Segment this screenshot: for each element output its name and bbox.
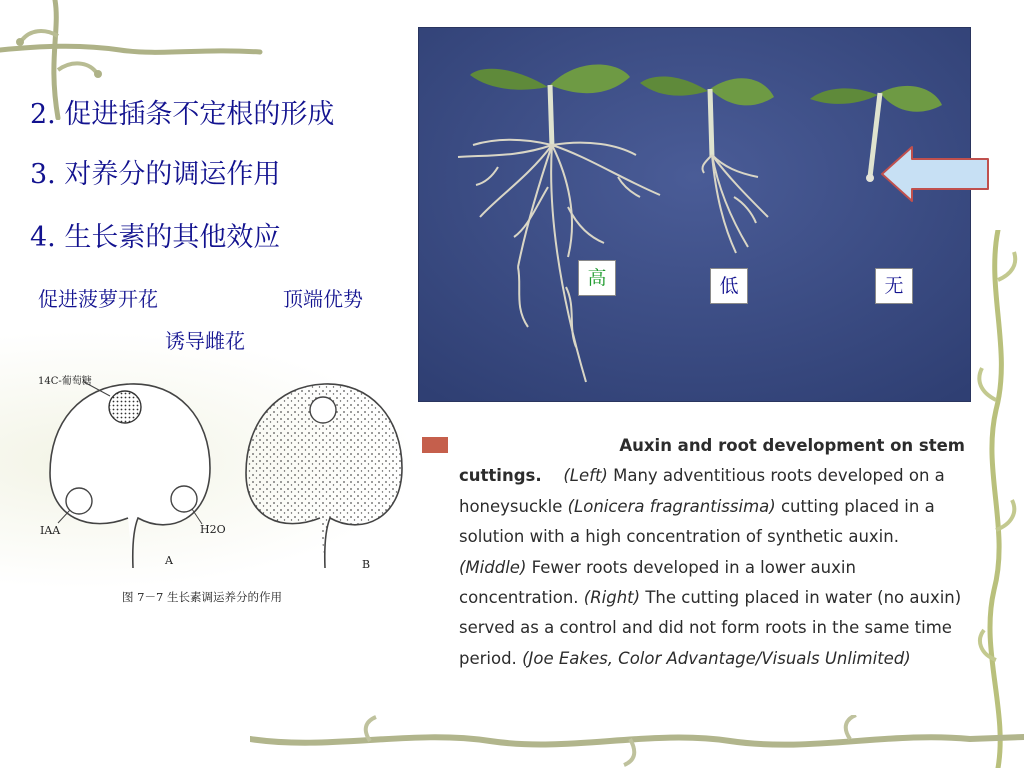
caption-credit: (Joe Eakes, Color Advantage/Visuals Unlimited) xyxy=(522,648,911,668)
glucose-spot xyxy=(109,391,141,423)
caption-right-text: The cutting placed in water (no auxin) served as a control and did not form roots in the same time period. xyxy=(459,588,962,668)
caption-left-text2: cutting placed in a solution with a high concentration of synthetic auxin. xyxy=(459,496,935,547)
figure-caption: 图 7－7 生长素调运养分的作用 xyxy=(122,590,282,604)
subitem-pineapple-flowering: 促进菠萝开花 xyxy=(38,287,158,311)
water-spot xyxy=(171,486,197,512)
caption-middle-text: Fewer roots developed in a lower auxin concentration. xyxy=(459,557,856,608)
heading-adventitious-roots: 2. 促进插条不定根的形成 xyxy=(30,99,335,130)
panel-b-label: B xyxy=(362,558,371,571)
water-label: H2O xyxy=(200,523,226,536)
arrow-left-icon xyxy=(880,145,992,203)
glucose-label: 14C-葡萄糖 xyxy=(38,376,92,387)
caption-marker xyxy=(422,437,448,453)
caption-left-tag: (Left) xyxy=(563,466,608,486)
caption-right-tag: (Right) xyxy=(583,588,641,608)
cuttings-root-photo xyxy=(418,27,971,402)
heading-other-effects: 4. 生长素的其他效应 xyxy=(30,222,281,253)
label-high: 高 xyxy=(578,260,616,296)
caption-title-line2: cuttings. xyxy=(459,466,542,486)
panel-a-label: A xyxy=(165,554,173,567)
subitem-apical-dominance: 顶端优势 xyxy=(283,287,363,311)
caption-species: (Lonicera fragrantissima) xyxy=(567,496,776,516)
caption-text xyxy=(459,431,965,674)
caption-middle-tag: (Middle) xyxy=(459,557,527,577)
iaa-label: IAA xyxy=(40,524,61,537)
label-low: 低 xyxy=(710,268,748,304)
vine-right-decoration xyxy=(968,230,1024,768)
leaf-nutrient-diagram xyxy=(20,368,415,618)
leaf-b-spot xyxy=(310,397,336,423)
photo-caption-box xyxy=(412,405,972,715)
caption-title-line1: Auxin and root development on stem xyxy=(619,436,965,455)
vine-bottom-decoration xyxy=(250,715,1024,768)
subitem-female-flower-induction: 诱导雌花 xyxy=(165,329,245,353)
label-none: 无 xyxy=(875,268,913,304)
caption-left-text1: Many adventitious roots developed on a honeysuckle xyxy=(459,466,945,516)
heading-nutrient-transport: 3. 对养分的调运作用 xyxy=(30,159,281,190)
